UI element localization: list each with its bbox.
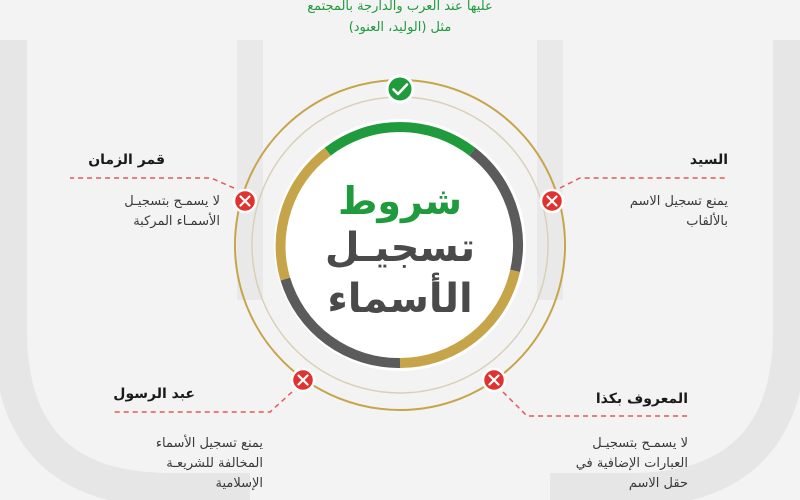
check-icon bbox=[387, 76, 413, 102]
center-title-line-2: تسجيـل bbox=[324, 225, 476, 271]
rule-desc-line: لا يسمـح بتسجيـل bbox=[124, 194, 220, 209]
rule-desc-line: يمنع تسجيل الأسماء bbox=[155, 436, 263, 451]
rule-desc-abdrasool bbox=[60, 434, 263, 494]
rule-desc-maroof bbox=[500, 434, 688, 494]
x-icon bbox=[541, 190, 563, 212]
center-title-line-1: شروط bbox=[337, 179, 463, 223]
rule-desc-line: الإسلامية bbox=[215, 476, 263, 491]
rule-desc-line: العبارات الإضافية في bbox=[575, 456, 688, 471]
top-rule-text bbox=[300, 0, 500, 38]
rule-desc-line: يمنع تسجيل الاسم bbox=[629, 194, 728, 209]
x-icon bbox=[292, 369, 314, 391]
rule-desc-line: لا يسمـح بتسجيـل bbox=[592, 436, 688, 451]
rule-title-alsayed: السيد bbox=[689, 152, 728, 168]
top-rule-line-1: عليها عند العرب والدارجة بالمجتمع bbox=[307, 0, 493, 14]
center-title-line-3: الأسماء bbox=[327, 276, 473, 322]
x-icon bbox=[483, 369, 505, 391]
rule-desc-line: المخالفة للشريعـة bbox=[166, 456, 263, 471]
rule-desc-alsayed bbox=[570, 192, 728, 232]
rule-desc-line: بالألقاب bbox=[686, 214, 728, 229]
rule-title-qamar: قمر الزمان bbox=[88, 152, 165, 168]
rule-title-maroof: المعروف بكذا bbox=[595, 391, 688, 407]
top-rule-line-2: مثل (الوليد، العنود) bbox=[348, 20, 452, 35]
x-icon bbox=[234, 190, 256, 212]
rule-desc-line: الأسمـاء المركبة bbox=[133, 214, 220, 229]
rule-desc-qamar bbox=[30, 192, 220, 232]
rule-desc-line: حقل الاسم bbox=[628, 476, 688, 491]
rule-title-abdrasool: عبد الرسول bbox=[113, 386, 195, 402]
